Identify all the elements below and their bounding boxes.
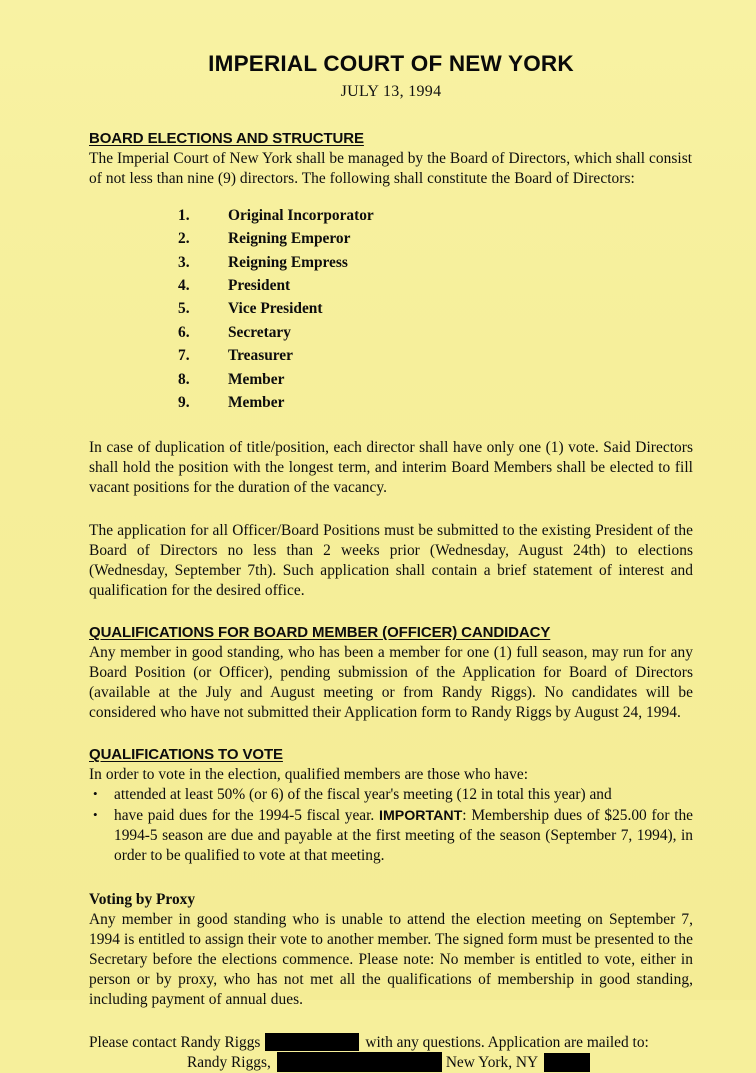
footer-contact-before: Please contact Randy Riggs (89, 1033, 261, 1051)
list-item (89, 251, 693, 274)
important-label: IMPORTANT (379, 807, 463, 824)
list-item (89, 297, 693, 320)
officer-number: 7. (178, 347, 190, 365)
officer-list (89, 204, 693, 415)
officer-title: Vice President (228, 300, 323, 318)
paragraph-voting-by-proxy: Any member in good standing who is unable to attend the election meeting on September 7, 1994 is entitled to assign their vote to another member. The signed form must be presented to the Secretary before the elections commence. Please note: No member is entitled to vote, either in person or by proxy, who has not met all the qualifications of membership in good standing, including payment of annual dues. (89, 910, 693, 1008)
redaction-bar-street-address (277, 1052, 442, 1072)
section-heading-voting-by-proxy: Voting by Proxy (89, 890, 196, 908)
paragraph-application-submission: The application for all Officer/Board Positions must be submitted to the existing President of the Board of Directors no less than 2 weeks prior (Wednesday, August 24th) to elections (Wednesday, September 7th). Such application shall contain a brief statement of interest and qualification for the desired office. (89, 521, 693, 599)
officer-number: 9. (178, 394, 190, 412)
list-item (89, 806, 693, 866)
officer-title: President (228, 276, 291, 294)
section-heading-qualifications-candidacy: QUALIFICATIONS FOR BOARD MEMBER (OFFICER) CANDIDACY (89, 624, 551, 641)
list-item (89, 344, 693, 367)
officer-number: 3. (178, 253, 190, 271)
bullet-text: attended at least 50% (or 6) of the fiscal year's meeting (12 in total this year) and (114, 785, 612, 803)
list-item (89, 227, 693, 250)
section-heading-qualifications-to-vote: QUALIFICATIONS TO VOTE (89, 745, 283, 763)
vote-qualifications-intro: In order to vote in the election, qualified members are those who have: (89, 765, 529, 783)
officer-title: Reigning Empress (228, 253, 348, 271)
footer-contact-line (89, 1033, 693, 1053)
officer-title: Original Incorporator (228, 206, 374, 224)
footer-address-city: New York, NY (445, 1053, 539, 1071)
bullet-text-after: : Membership dues of $25.00 for the 1994-5 season are due and payable at the first meeting of the season (September 7, 1994), in order to be qualified to vote at that meeting. (114, 806, 694, 864)
footer-address-name: Randy Riggs, (187, 1053, 271, 1071)
officer-number: 2. (178, 230, 190, 248)
officer-number: 6. (178, 323, 190, 341)
redaction-bar-zip-code (544, 1053, 590, 1072)
document-date: JULY 13, 1994 (340, 82, 442, 100)
section-heading-candidacy-wrap (89, 624, 693, 643)
officer-number: 5. (178, 300, 190, 318)
officer-number: 1. (178, 206, 190, 224)
board-elections-intro: The Imperial Court of New York shall be managed by the Board of Directors, which shall consist of not less than nine (9) directors. The following shall constitute the Board of Directors: (89, 149, 693, 187)
list-item (89, 368, 693, 391)
bullet-text-before: have paid dues for the 1994-5 fiscal year. (114, 806, 379, 824)
list-item (89, 321, 693, 344)
officer-title: Member (228, 394, 285, 412)
paragraph-candidacy-qualifications: Any member in good standing, who has been a member for one (1) full season, may run for any Board Position (or Officer), pending submission of the Application for Board of Directors (available at the July and August meeting or from Randy Riggs). No candidates will be considered who have not submitted their Application form to Randy Riggs by August 24, 1994. (89, 643, 693, 721)
officer-title: Secretary (228, 323, 291, 341)
officer-title: Member (228, 370, 285, 388)
list-item (89, 785, 693, 805)
officer-title: Reigning Emperor (228, 230, 351, 248)
officer-title: Treasurer (228, 347, 293, 365)
vote-qualifications-bullets (89, 785, 693, 866)
document-content (89, 0, 693, 1073)
bullet-icon: • (93, 806, 98, 822)
section-heading-vote-wrap (89, 746, 693, 765)
footer-contact-after: with any questions. Application are mailed to: (365, 1033, 649, 1051)
list-item (89, 391, 693, 414)
section-heading-board-elections-wrap (89, 130, 693, 149)
paragraph-duplication-of-title: In case of duplication of title/position, each director shall have only one (1) vote. Said Directors shall hold the position with the longest term, and interim Board Members shall be elected to fill vacant positions for the duration of the vacancy. (89, 438, 693, 496)
page-title: IMPERIAL COURT OF NEW YORK (208, 51, 574, 76)
officer-number: 4. (178, 276, 190, 294)
section-heading-board-elections: BOARD ELECTIONS AND STRUCTURE (89, 129, 364, 147)
bullet-icon: • (93, 785, 98, 801)
list-item (89, 204, 693, 227)
redaction-bar-phone (265, 1033, 359, 1051)
footer-address-line (89, 1053, 693, 1073)
list-item (89, 274, 693, 297)
officer-number: 8. (178, 370, 190, 388)
